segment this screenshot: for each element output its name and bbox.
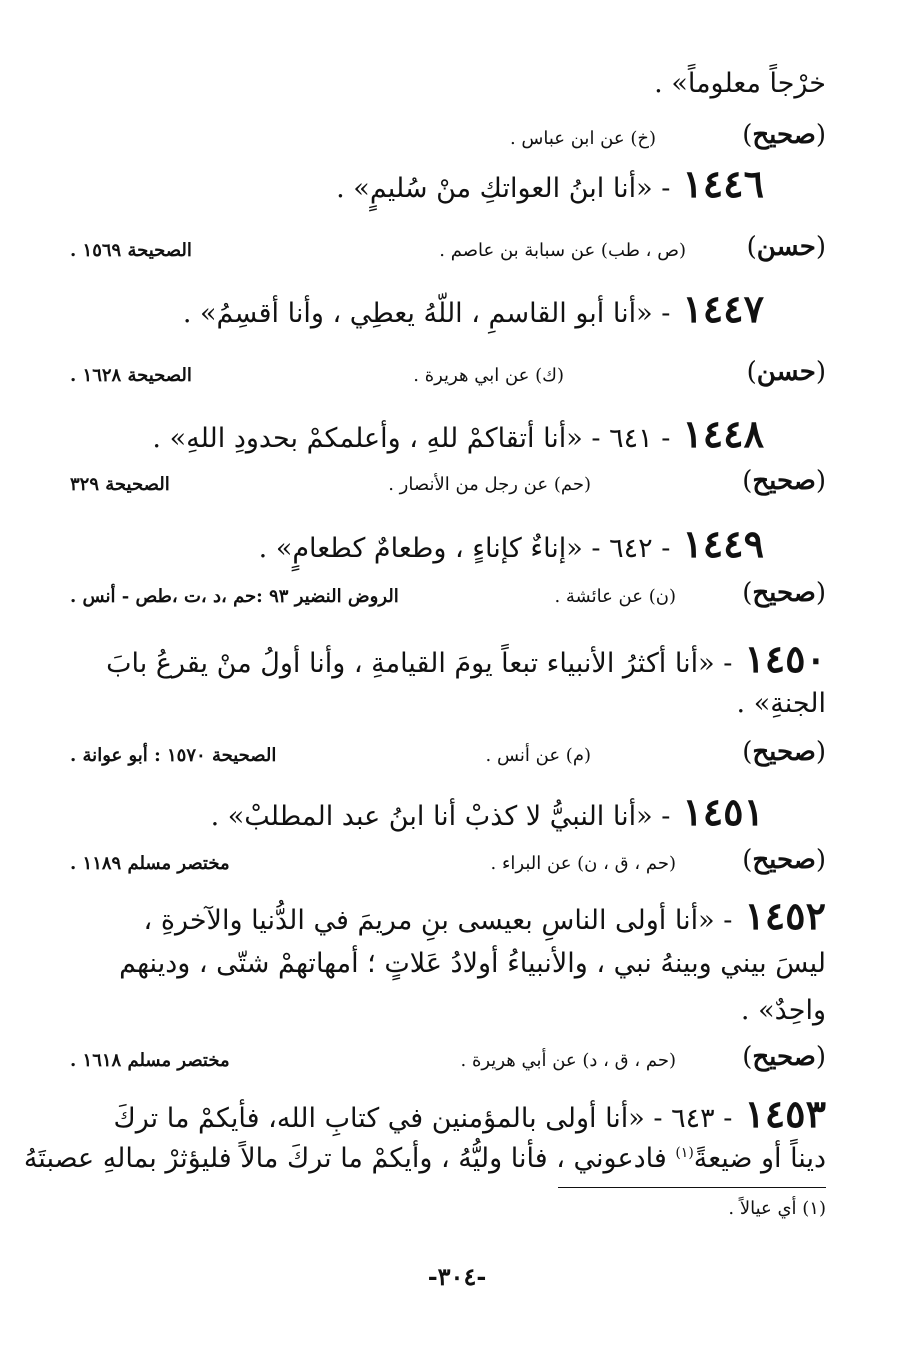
text-segment: ديناً أو ضيعةً xyxy=(693,1143,826,1174)
hadith-1446 xyxy=(70,161,764,206)
reference-text: الصحيحة ١٦٢٨ . xyxy=(70,365,192,386)
reference-text: مختصر مسلم ١٦١٨ . xyxy=(70,1050,230,1071)
hadith-1453 xyxy=(70,1091,826,1136)
source-text: (ص ، طب) عن سبابة بن عاصم . xyxy=(439,240,686,261)
hadith-text: - «أنا أكثرُ الأنبياء تبعاً يومَ القيامةِ ، وأنا أولُ منْ يقرعُ بابَ xyxy=(106,648,733,679)
grade-label: (صحيح) xyxy=(742,1042,826,1072)
source-text: (ن) عن عائشة . xyxy=(554,586,676,607)
hadith-1447 xyxy=(70,286,764,331)
hadith-1453-continued xyxy=(23,1143,826,1174)
source-text: (ك) عن ابي هريرة . xyxy=(413,365,564,386)
hadith-1448 xyxy=(70,411,764,456)
hadith-number: ١٤٥٣ xyxy=(744,1091,826,1136)
reference-text: الصحيحة ١٥٦٩ . xyxy=(70,240,192,261)
source-text: (حم ، ق ، د) عن أبي هريرة . xyxy=(460,1050,676,1071)
grade-label: (صحيح) xyxy=(742,737,826,767)
hadith-number: ١٤٥٢ xyxy=(744,893,826,938)
page-number: -٣٠٤- xyxy=(427,1262,487,1291)
grade-label: (صحيح) xyxy=(742,578,826,608)
grade-row xyxy=(70,737,826,777)
reference-text: الروض النضير ٩٣ :حم ،د ،ت ،طص - أنس . xyxy=(70,586,399,607)
hadith-number: ١٤٥٠ xyxy=(744,636,826,681)
hadith-1452-continued: واحِدٌ» . xyxy=(740,995,826,1026)
hadith-1452 xyxy=(70,893,826,938)
footnote-marker: (١) xyxy=(675,1145,694,1161)
source-text: (حم) عن رجل من الأنصار . xyxy=(388,474,591,495)
hadith-number: ١٤٤٦ xyxy=(682,161,764,206)
hadith-text: - «أنا أبو القاسمِ ، اللّهُ يعطِي ، وأنا أقسِمُ» . xyxy=(182,298,671,329)
hadith-text: - «أنا ابنُ العواتكِ منْ سُليمٍ» . xyxy=(336,173,671,204)
continuation-line: خرْجاً معلوماً» . xyxy=(654,68,826,99)
grade-row xyxy=(70,232,826,272)
grade-row xyxy=(70,466,826,506)
hadith-text: - «أنا أولى الناسِ بعيسى بنِ مريمَ في الدُّنيا والآخرةِ ، xyxy=(143,905,733,936)
grade-row xyxy=(70,357,826,397)
reference-text: الصحيحة ١٥٧٠ : أبو عوانة . xyxy=(70,745,277,766)
grade-row xyxy=(70,1042,826,1082)
grade-label: (صحيح) xyxy=(742,120,826,150)
text-segment: فادعوني ، فأنا وليُّهُ ، وأيكمْ ما تركَ مالاً فليؤثرْ بمالهِ عصبتَهُ xyxy=(23,1143,676,1174)
hadith-text: - ٦٤١ - «أنا أتقاكمْ للهِ ، وأعلمكمْ بحدودِ اللهِ» . xyxy=(152,423,671,454)
hadith-1449 xyxy=(70,521,764,566)
hadith-1450-continued: الجنةِ» . xyxy=(736,688,826,719)
reference-text: مختصر مسلم ١١٨٩ . xyxy=(70,853,230,874)
grade-row xyxy=(70,120,826,160)
hadith-text: - ٦٤٢ - «إناءٌ كإناءٍ ، وطعامٌ كطعامٍ» . xyxy=(258,533,671,564)
grade-row xyxy=(70,578,826,618)
grade-row xyxy=(70,845,826,885)
hadith-number: ١٤٤٧ xyxy=(682,286,764,331)
hadith-number: ١٤٥١ xyxy=(682,789,764,834)
grade-label: (صحيح) xyxy=(742,845,826,875)
hadith-number: ١٤٤٨ xyxy=(682,411,764,456)
hadith-1452-continued: ليسَ بيني وبينهُ نبي ، والأنبياءُ أولادُ عَلاتٍ ؛ أمهاتهمْ شتّى ، ودينهم xyxy=(119,948,826,979)
footnote: (١) أي عيالاً . xyxy=(728,1198,826,1219)
grade-label: (حسن) xyxy=(746,232,826,262)
reference-text: الصحيحة ٣٢٩ xyxy=(70,474,170,495)
source-text: (حم ، ق ، ن) عن البراء . xyxy=(490,853,676,874)
hadith-text: - ٦٤٣ - «أنا أولى بالمؤمنين في كتابِ الله، فأيكمْ ما تركَ xyxy=(113,1103,733,1134)
hadith-1451 xyxy=(70,789,764,834)
hadith-text: - «أنا النبيُّ لا كذبْ أنا ابنُ عبد المطلبْ» . xyxy=(210,801,671,832)
footnote-divider xyxy=(558,1187,826,1188)
hadith-number: ١٤٤٩ xyxy=(682,521,764,566)
grade-label: (حسن) xyxy=(746,357,826,387)
grade-label: (صحيح) xyxy=(742,466,826,496)
hadith-1450 xyxy=(70,636,826,681)
source-text: (م) عن أنس . xyxy=(485,745,591,766)
source-text: (خ) عن ابن عباس . xyxy=(509,128,656,149)
